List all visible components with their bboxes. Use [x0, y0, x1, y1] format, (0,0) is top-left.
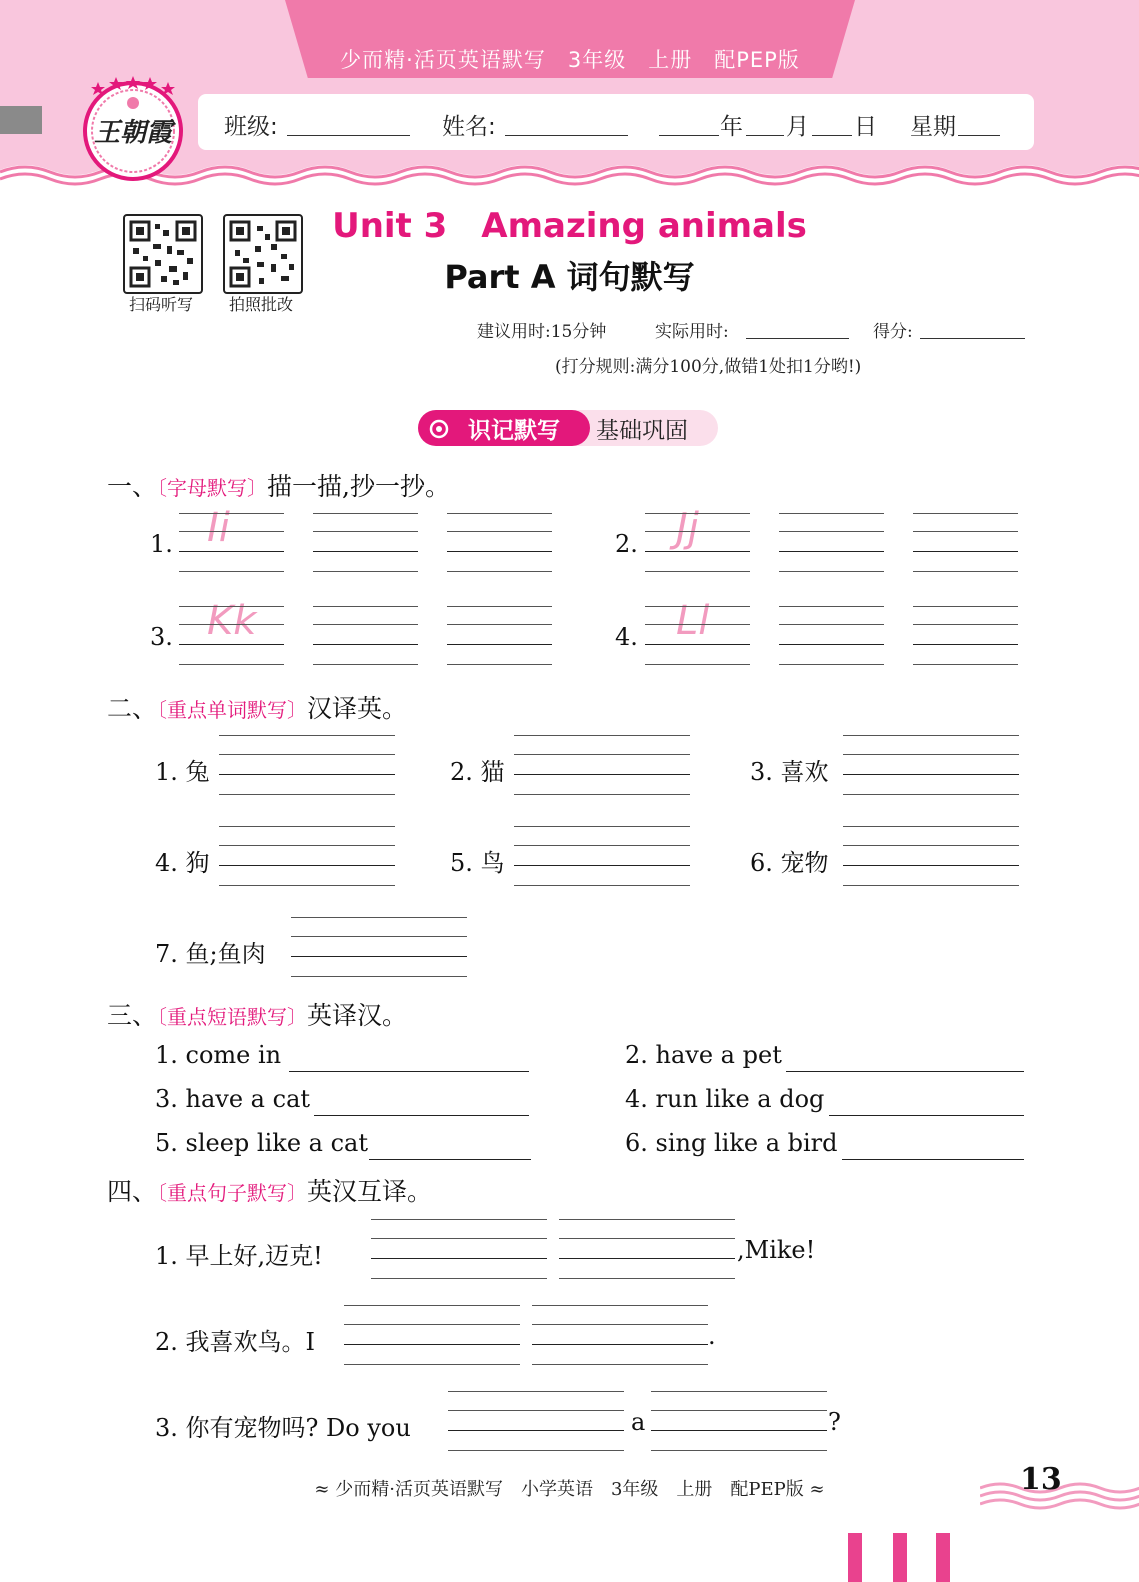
sentence-suffix: . [708, 1322, 716, 1350]
word-prompt: 1. 兔 [155, 758, 210, 786]
weekday-label: 星期 [910, 114, 956, 140]
writing-guide-line [447, 606, 552, 607]
section4-tag: 〔重点句子默写〕 [157, 1181, 308, 1205]
page-edge-mark [936, 1533, 950, 1582]
writing-guide-line [219, 845, 395, 846]
section1-item-num: 3. [150, 623, 173, 651]
word-prompt: 5. 鸟 [450, 849, 505, 877]
answer-line[interactable] [829, 1115, 1024, 1116]
phrase-prompt: 6. sing like a bird [625, 1129, 838, 1157]
badge-right-label: 基础巩固 [596, 418, 688, 444]
writing-guide-line [219, 754, 395, 755]
writing-base-line [514, 774, 690, 775]
writing-guide-line [913, 606, 1018, 607]
writing-guide-line [913, 531, 1018, 532]
writing-guide-line [843, 754, 1019, 755]
series-title: 少而精·活页英语默写 3年级 上册 配PEP版 [340, 48, 800, 72]
writing-guide-line [179, 513, 284, 514]
answer-line[interactable] [314, 1115, 529, 1116]
writing-guide-line [645, 624, 750, 625]
writing-base-line [645, 644, 750, 645]
writing-guide-line [179, 571, 284, 572]
word-prompt: 7. 鱼;鱼肉 [155, 940, 266, 968]
writing-guide-line [779, 664, 884, 665]
writing-guide-line [779, 606, 884, 607]
sentence-suffix: ? [828, 1408, 841, 1436]
section2-number: 二、 [107, 694, 158, 723]
writing-guide-line [448, 1391, 624, 1392]
scoring-rule: (打分规则:满分100分,做错1处扣1分哟!) [555, 357, 862, 377]
month-label: 月 [786, 114, 809, 140]
answer-line[interactable] [842, 1159, 1024, 1160]
section2-tag: 〔重点单词默写〕 [157, 698, 308, 722]
writing-base-line [371, 1258, 547, 1259]
suggested-time: 建议用时:15分钟 [477, 322, 607, 342]
section3-heading [107, 996, 407, 1032]
page-edge-mark [848, 1533, 862, 1582]
writing-guide-line [344, 1324, 520, 1325]
writing-guide-line [448, 1450, 624, 1451]
writing-guide-line [779, 531, 884, 532]
phrase-prompt: 3. have a cat [155, 1085, 311, 1113]
writing-guide-line [532, 1324, 708, 1325]
writing-guide-line [291, 936, 467, 937]
writing-base-line [344, 1344, 520, 1345]
unit-title: Unit 3 Amazing animals [332, 206, 807, 246]
writing-guide-line [313, 571, 418, 572]
writing-guide-line [514, 754, 690, 755]
writing-base-line [559, 1258, 735, 1259]
score-field[interactable] [920, 338, 1025, 339]
writing-guide-line [651, 1391, 827, 1392]
writing-base-line [313, 644, 418, 645]
phrase-prompt: 4. run like a dog [625, 1085, 825, 1113]
writing-guide-line [514, 845, 690, 846]
writing-guide-line [843, 735, 1019, 736]
writing-guide-line [779, 624, 884, 625]
writing-guide-line [447, 664, 552, 665]
weekday-field[interactable] [958, 113, 1000, 136]
score-label: 得分: [873, 322, 913, 342]
writing-guide-line [514, 885, 690, 886]
section4-instruction: 英汉互译。 [307, 1177, 433, 1206]
writing-base-line [219, 865, 395, 866]
writing-guide-line [645, 664, 750, 665]
writing-guide-line [219, 885, 395, 886]
writing-guide-line [779, 571, 884, 572]
section4-heading [107, 1172, 432, 1208]
writing-guide-line [913, 664, 1018, 665]
qr-caption-correct: 拍照批改 [228, 295, 293, 314]
writing-guide-line [344, 1305, 520, 1306]
writing-base-line [913, 551, 1018, 552]
writing-base-line [645, 551, 750, 552]
footer-series-text: ≈ 少而精·活页英语默写 小学英语 3年级 上册 配PEP版 ≈ [314, 1479, 825, 1500]
sentence-prompt: 3. 你有宠物吗? Do you [155, 1414, 411, 1442]
writing-guide-line [313, 624, 418, 625]
section1-item-num: 2. [615, 530, 638, 558]
sentence-prompt: 2. 我喜欢鸟。I [155, 1328, 316, 1356]
section2-instruction: 汉译英。 [307, 694, 408, 723]
writing-base-line [447, 644, 552, 645]
section1-item-num: 4. [615, 623, 638, 651]
word-prompt: 3. 喜欢 [750, 758, 829, 786]
writing-guide-line [913, 624, 1018, 625]
writing-guide-line [219, 735, 395, 736]
year-field[interactable] [659, 113, 719, 136]
writing-base-line [447, 551, 552, 552]
sentence-prompt: 1. 早上好,迈克! [155, 1242, 323, 1270]
writing-base-line [532, 1344, 708, 1345]
writing-guide-line [559, 1238, 735, 1239]
writing-guide-line [291, 976, 467, 977]
section1-tag: 〔字母默写〕 [157, 476, 268, 500]
page-edge-mark [893, 1533, 907, 1582]
writing-guide-line [371, 1278, 547, 1279]
section1-item-num: 1. [150, 530, 173, 558]
writing-guide-line [843, 826, 1019, 827]
phrase-prompt: 5. sleep like a cat [155, 1129, 368, 1157]
writing-base-line [291, 956, 467, 957]
class-field[interactable] [287, 113, 410, 136]
writing-guide-line [913, 571, 1018, 572]
writing-guide-line [514, 826, 690, 827]
writing-base-line [219, 774, 395, 775]
writing-guide-line [313, 513, 418, 514]
gray-page-tab [0, 106, 42, 134]
writing-guide-line [843, 845, 1019, 846]
sentence-middle: a [631, 1408, 646, 1436]
writing-guide-line [447, 531, 552, 532]
writing-base-line [843, 865, 1019, 866]
writing-guide-line [179, 606, 284, 607]
writing-guide-line [313, 606, 418, 607]
writing-guide-line [371, 1219, 547, 1220]
writing-guide-line [651, 1410, 827, 1411]
writing-guide-line [179, 664, 284, 665]
writing-guide-line [447, 513, 552, 514]
writing-base-line [843, 774, 1019, 775]
logo-brand-text: 王朝霞 [93, 118, 172, 148]
writing-guide-line [291, 917, 467, 918]
writing-guide-line [514, 794, 690, 795]
writing-guide-line [532, 1305, 708, 1306]
phrase-prompt: 2. have a pet [625, 1041, 782, 1069]
writing-guide-line [843, 885, 1019, 886]
writing-guide-line [843, 794, 1019, 795]
writing-guide-line [179, 531, 284, 532]
class-label: 班级: [224, 114, 278, 140]
writing-base-line [448, 1430, 624, 1431]
writing-guide-line [371, 1238, 547, 1239]
answer-line[interactable] [289, 1071, 529, 1072]
answer-line[interactable] [369, 1159, 531, 1160]
writing-guide-line [651, 1450, 827, 1451]
writing-base-line [514, 865, 690, 866]
answer-line[interactable] [786, 1071, 1024, 1072]
writing-guide-line [313, 664, 418, 665]
writing-guide-line [219, 826, 395, 827]
writing-guide-line [532, 1364, 708, 1365]
month-field[interactable] [746, 113, 784, 136]
trace-letters: Ii [207, 505, 230, 551]
actual-time-label: 实际用时: [655, 322, 729, 342]
day-field[interactable] [812, 113, 852, 136]
writing-guide-line [514, 735, 690, 736]
badge-left-label: 识记默写 [468, 418, 560, 444]
section3-instruction: 英译汉。 [307, 1001, 408, 1030]
writing-guide-line [344, 1364, 520, 1365]
writing-guide-line [179, 624, 284, 625]
writing-guide-line [645, 571, 750, 572]
name-label: 姓名: [442, 114, 496, 140]
word-prompt: 6. 宠物 [750, 849, 829, 877]
writing-base-line [779, 644, 884, 645]
section1-heading [107, 467, 450, 503]
writing-guide-line [779, 513, 884, 514]
trace-letters: Jj [676, 505, 699, 551]
writing-guide-line [645, 531, 750, 532]
writing-base-line [179, 644, 284, 645]
writing-base-line [179, 551, 284, 552]
day-label: 日 [854, 114, 877, 140]
section4-number: 四、 [107, 1177, 158, 1206]
writing-guide-line [447, 624, 552, 625]
phrase-prompt: 1. come in [155, 1041, 282, 1069]
writing-base-line [313, 551, 418, 552]
section3-number: 三、 [107, 1001, 158, 1030]
sentence-suffix: ,Mike! [737, 1236, 816, 1264]
word-prompt: 4. 狗 [155, 849, 210, 877]
word-prompt: 2. 猫 [450, 758, 505, 786]
writing-guide-line [559, 1278, 735, 1279]
section2-heading [107, 689, 407, 725]
section1-number: 一、 [107, 472, 158, 501]
trace-letters: Kk [207, 598, 257, 644]
writing-base-line [651, 1430, 827, 1431]
writing-base-line [913, 644, 1018, 645]
name-field[interactable] [505, 113, 628, 136]
qr-caption-listen: 扫码听写 [128, 295, 193, 314]
writing-guide-line [645, 606, 750, 607]
writing-guide-line [448, 1410, 624, 1411]
actual-time-field[interactable] [746, 338, 849, 339]
trace-letters: Ll [676, 598, 710, 644]
section1-instruction: 描一描,抄一抄。 [267, 472, 450, 501]
writing-guide-line [219, 794, 395, 795]
writing-base-line [779, 551, 884, 552]
page-number: 13 [1020, 1462, 1062, 1497]
year-label: 年 [720, 114, 743, 140]
writing-guide-line [913, 513, 1018, 514]
writing-guide-line [313, 531, 418, 532]
writing-guide-line [559, 1219, 735, 1220]
section3-tag: 〔重点短语默写〕 [157, 1005, 308, 1029]
writing-guide-line [645, 513, 750, 514]
part-title: Part A 词句默写 [444, 258, 695, 296]
writing-guide-line [447, 571, 552, 572]
